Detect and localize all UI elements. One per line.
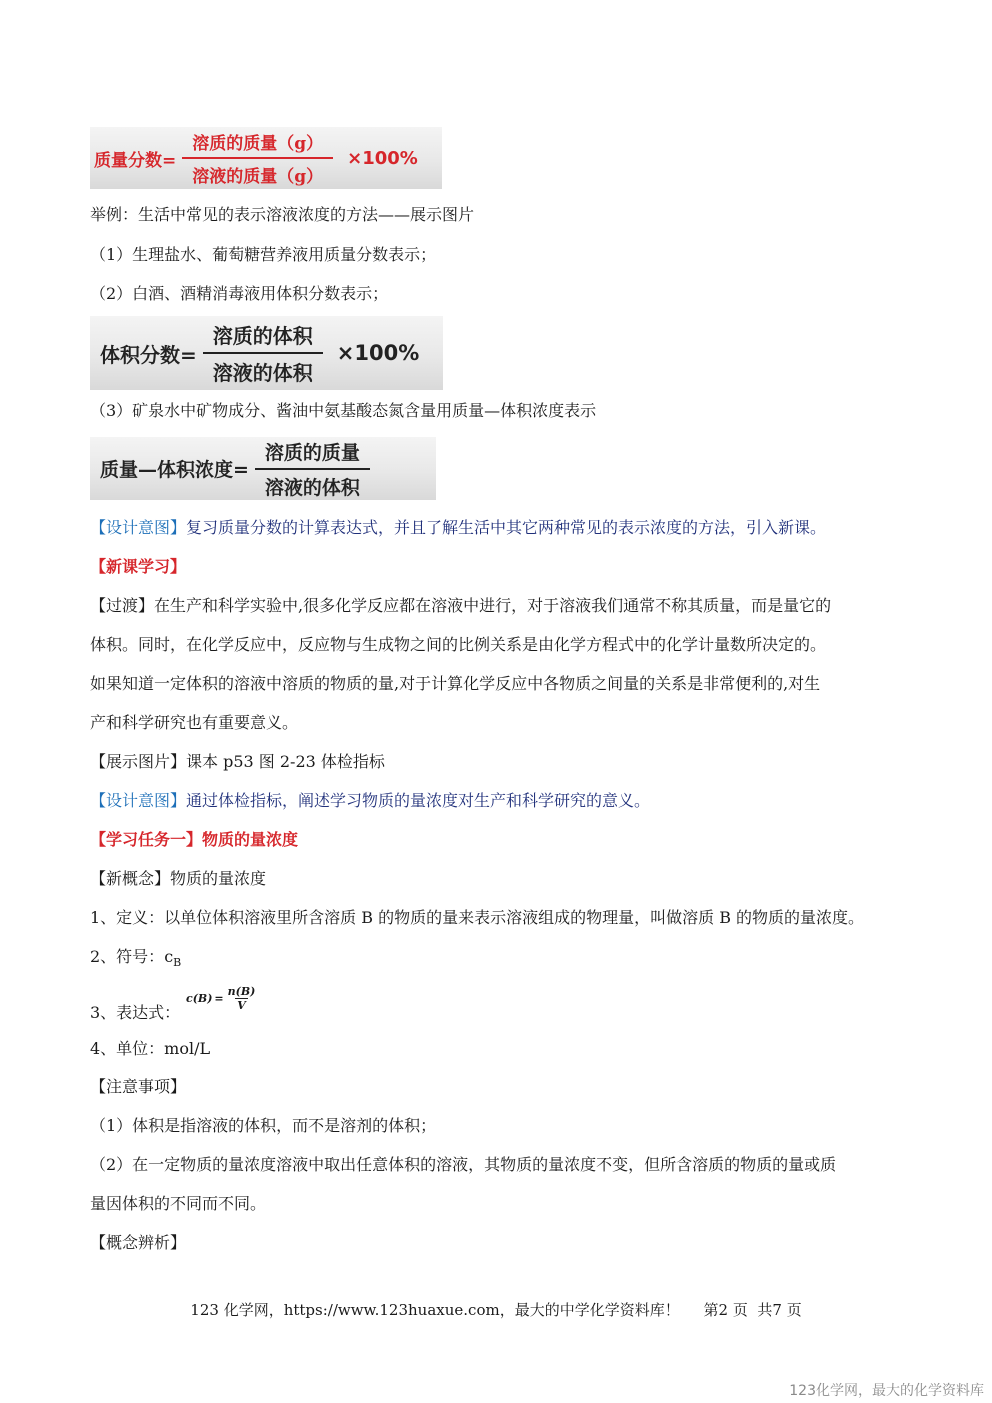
design-intent-text: 复习质量分数的计算表达式，并且了解生活中其它两种常见的表示浓度的方法，引入新课。	[186, 518, 827, 537]
expression-formula	[186, 985, 257, 1012]
formula-volume-fraction	[90, 316, 443, 390]
design-intent-2	[90, 791, 650, 811]
formula-multiplier: ×100%	[347, 147, 418, 169]
concept-analysis-heading: 【概念辨析】	[90, 1233, 187, 1252]
task-title: 物质的量浓度	[202, 830, 299, 849]
expression-lhs: c(B)	[186, 992, 213, 1005]
design-intent-1	[90, 518, 826, 538]
formula-label: 质量分数=	[94, 150, 177, 171]
symbol-line	[90, 947, 181, 973]
design-intent-tag: 【设计意图】	[90, 791, 187, 810]
formula-fraction	[255, 438, 370, 500]
symbol-label: 2、符号：	[90, 947, 165, 966]
formula-fraction	[182, 129, 333, 187]
task-tag: 【学习任务一】	[90, 830, 203, 849]
notes-heading: 【注意事项】	[90, 1077, 187, 1096]
symbol-base: c	[164, 947, 174, 966]
formula-fraction	[203, 320, 323, 386]
formula-mass-volume-concentration	[90, 437, 436, 500]
note-2-line-1: （2）在一定物质的量浓度溶液中取出任意体积的溶液，其物质的量浓度不变，但所含溶质的物质的量或质	[90, 1155, 837, 1174]
list-item-1: （1）生理盐水、葡萄糖营养液用质量分数表示；	[90, 245, 437, 264]
unit-line: 4、单位：mol/L	[90, 1039, 211, 1058]
show-picture-line: 【展示图片】课本 p53 图 2-23 体检指标	[90, 752, 385, 771]
new-concept-line: 【新概念】物质的量浓度	[90, 869, 267, 888]
list-item-2: （2）白酒、酒精消毒液用体积分数表示；	[90, 284, 389, 303]
formula-denominator: 溶液的体积	[203, 352, 323, 386]
formula-denominator: 溶液的质量（g）	[182, 157, 333, 187]
transition-tag: 【过渡】	[90, 596, 155, 615]
expression-numerator: n(B)	[227, 985, 256, 998]
symbol-subscript: B	[173, 956, 182, 969]
expression-denominator: V	[237, 999, 246, 1012]
definition-line: 1、定义：以单位体积溶液里所含溶质 B 的物质的量来表示溶液组成的物理量，叫做溶质 B 的物质的量浓度。	[90, 908, 865, 927]
transition-line-4: 产和科学研究也有重要意义。	[90, 713, 299, 732]
new-lesson-heading: 【新课学习】	[90, 557, 187, 576]
formula-denominator: 溶液的体积	[255, 468, 370, 500]
learning-task-1-heading	[90, 830, 298, 850]
formula-numerator: 溶质的质量	[264, 441, 360, 464]
formula-label: 质量—体积浓度=	[100, 459, 249, 481]
note-2-line-2: 量因体积的不同而不同。	[90, 1194, 267, 1213]
design-intent-tag: 【设计意图】	[90, 518, 187, 537]
formula-multiplier: ×100%	[336, 341, 420, 365]
transition-line-1	[90, 596, 831, 616]
example-line: 举例：生活中常见的表示溶液浓度的方法——展示图片	[90, 205, 475, 224]
design-intent-text: 通过体检指标，阐述学习物质的量浓度对生产和科学研究的意义。	[186, 791, 651, 810]
note-1: （1）体积是指溶液的体积，而不是溶剂的体积；	[90, 1116, 437, 1135]
watermark: 123化学网，最大的化学资料库	[789, 1383, 984, 1399]
expression-label: 3、表达式：	[90, 1003, 181, 1022]
formula-numerator: 溶质的体积	[212, 324, 313, 348]
list-item-3: （3）矿泉水中矿物成分、酱油中氨基酸态氮含量用质量—体积浓度表示	[90, 401, 597, 420]
formula-label: 体积分数=	[100, 342, 197, 367]
transition-line-2: 体积。同时，在化学反应中，反应物与生成物之间的比例关系是由化学方程式中的化学计量数所决定的。	[90, 635, 827, 654]
expression-fraction	[226, 985, 258, 1012]
formula-mass-fraction	[90, 127, 442, 189]
expression-equals: =	[214, 992, 224, 1005]
transition-line-3: 如果知道一定体积的溶液中溶质的物质的量,对于计算化学反应中各物质之间量的关系是非常便利的,对生	[90, 674, 821, 693]
formula-numerator: 溶质的质量（g）	[192, 134, 324, 154]
transition-text-1: 在生产和科学实验中,很多化学反应都在溶液中进行，对于溶液我们通常不称其质量，而是量它的	[154, 596, 832, 615]
page-footer: 123 化学网，https://www.123huaxue.com，最大的中学化学资料库！ 第2 页 共7 页	[190, 1301, 802, 1319]
